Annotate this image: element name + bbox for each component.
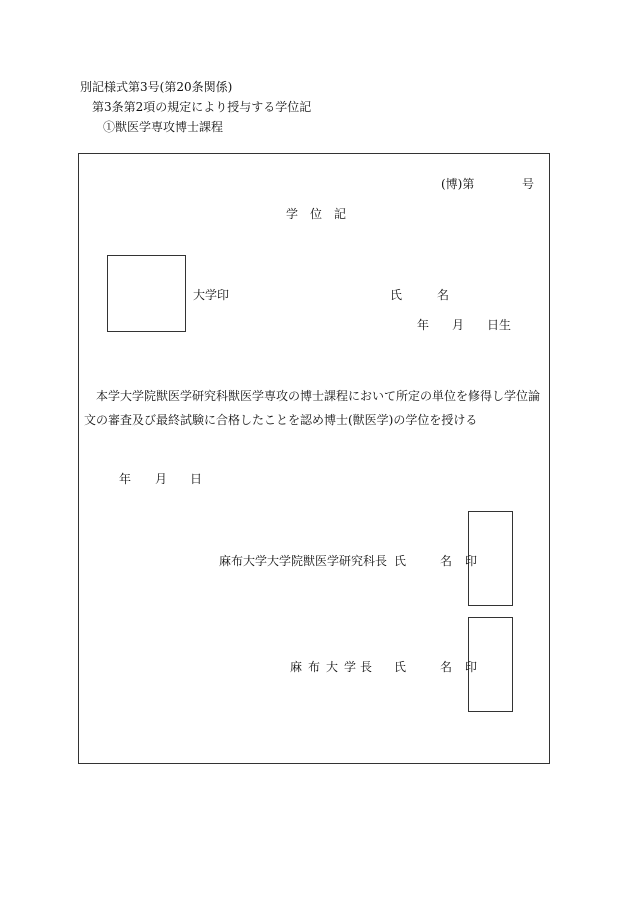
- president-title-char: 大: [326, 660, 339, 674]
- certificate-title-char: 学: [286, 207, 299, 221]
- university-seal-label: 大学印: [193, 288, 230, 302]
- form-id: 別記様式第3号(第20条関係): [80, 80, 233, 94]
- recipient-name-char: 名: [437, 288, 450, 302]
- birth-day: 日生: [487, 318, 512, 332]
- dean-name-char: 名: [440, 554, 453, 568]
- president-name-char: 氏: [394, 660, 407, 674]
- dean-seal-mark: 印: [465, 554, 478, 568]
- dean-name-char: 氏: [394, 554, 407, 568]
- certificate-body: [84, 384, 550, 432]
- dean-title: 麻布大学大学院獣医学研究科長: [219, 554, 388, 568]
- subtitle: 第3条第2項の規定により授与する学位記: [92, 100, 312, 114]
- president-title-char: 布: [308, 660, 321, 674]
- president-name-char: 名: [440, 660, 453, 674]
- certificate-number-suffix: 号: [522, 177, 535, 191]
- certificate-title-char: 位: [310, 207, 323, 221]
- certificate-title-char: 記: [334, 207, 347, 221]
- recipient-name-char: 氏: [390, 288, 403, 302]
- certificate-body-text: 本学大学院獣医学研究科獣医学専攻の博士課程において所定の単位を修得し学位論文の審査及び最終試験に合格したことを認め博士(獣医学)の学位を授ける: [84, 389, 541, 427]
- president-title-char: 長: [360, 660, 373, 674]
- issue-day: 日: [190, 472, 203, 486]
- issue-year: 年: [119, 472, 132, 486]
- birth-month: 月: [452, 318, 465, 332]
- birth-year: 年: [417, 318, 430, 332]
- president-title-char: 麻: [290, 660, 303, 674]
- issue-month: 月: [155, 472, 168, 486]
- course-name: ①獣医学専攻博士課程: [103, 120, 224, 134]
- president-title-char: 学: [344, 660, 357, 674]
- president-seal-mark: 印: [465, 660, 478, 674]
- certificate-number-prefix: (博)第: [441, 177, 475, 191]
- university-seal-box: [107, 255, 186, 332]
